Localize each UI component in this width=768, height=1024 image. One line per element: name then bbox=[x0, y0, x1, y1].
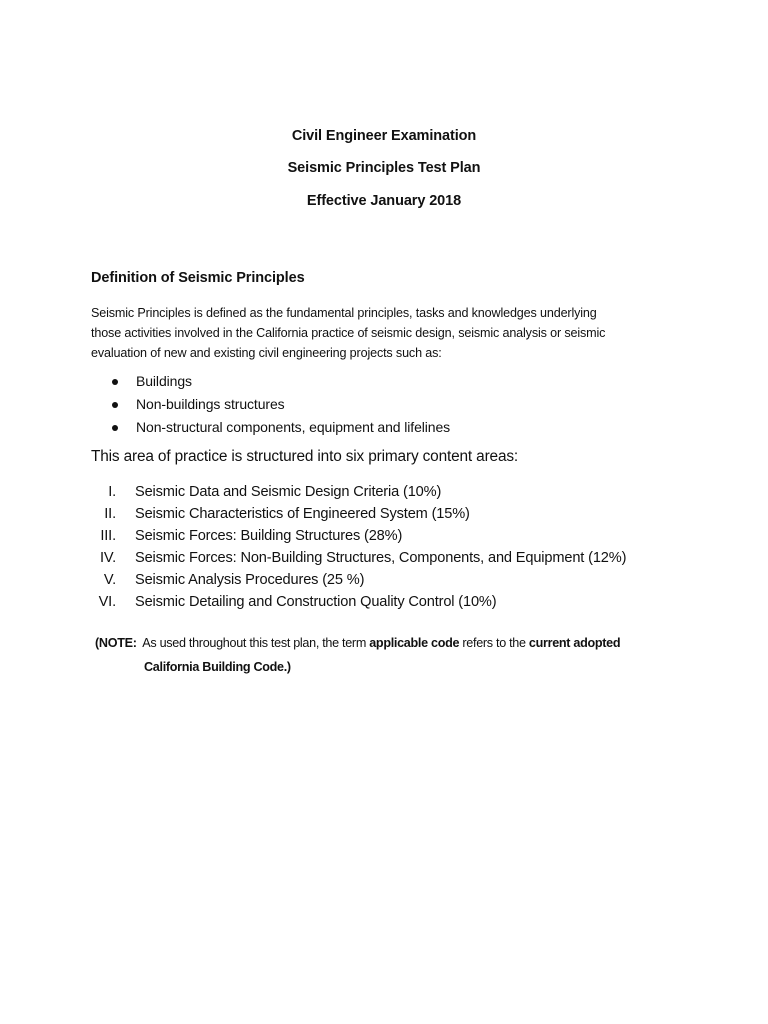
content-area-item bbox=[80, 569, 365, 591]
bullet-icon bbox=[112, 425, 118, 431]
roman-numeral: II. bbox=[104, 506, 116, 522]
roman-numeral: VI. bbox=[98, 594, 116, 610]
note-text: As used throughout this test plan, the term bbox=[136, 636, 370, 650]
content-area-list bbox=[80, 481, 627, 613]
roman-numeral: IV. bbox=[99, 550, 116, 566]
content-area-text: Seismic Data and Seismic Design Criteria (10%) bbox=[135, 484, 442, 500]
roman-numeral: III. bbox=[100, 528, 116, 544]
test-plan-title: Seismic Principles Test Plan bbox=[287, 160, 481, 176]
list-item bbox=[108, 393, 450, 416]
content-area-item bbox=[80, 503, 470, 525]
definition-heading: Definition of Seismic Principles bbox=[91, 270, 305, 286]
content-area-text: Seismic Characteristics of Engineered System (15%) bbox=[135, 506, 470, 522]
note-line-2 bbox=[95, 655, 715, 679]
content-area-item bbox=[80, 525, 403, 547]
bullet-icon bbox=[112, 402, 118, 408]
list-item-text: Non-buildings structures bbox=[136, 396, 285, 412]
project-type-list bbox=[108, 370, 450, 439]
content-area-text: Seismic Forces: Building Structures (28%) bbox=[135, 528, 403, 544]
note-bold-text: current adopted bbox=[528, 636, 621, 650]
list-item bbox=[108, 370, 450, 393]
content-area-item bbox=[80, 481, 442, 503]
note-bold-text: California Building Code.) bbox=[144, 660, 291, 674]
definition-line: those activities involved in the California practice of seismic design, seismic analysis or seismic bbox=[91, 326, 606, 340]
note-term: applicable code bbox=[369, 636, 460, 650]
roman-numeral: V. bbox=[103, 572, 116, 588]
definition-paragraph bbox=[91, 303, 691, 363]
note-label: NOTE: bbox=[98, 636, 137, 650]
list-item-text: Non-structural components, equipment and lifelines bbox=[136, 419, 451, 435]
content-area-item bbox=[80, 547, 627, 569]
list-item-text: Buildings bbox=[136, 373, 192, 389]
content-areas-intro: This area of practice is structured into six primary content areas: bbox=[91, 448, 519, 465]
list-item bbox=[108, 416, 450, 439]
roman-numeral: I. bbox=[108, 484, 116, 500]
content-area-text: Seismic Detailing and Construction Quality Control (10%) bbox=[135, 594, 497, 610]
note-text: refers to the bbox=[459, 636, 529, 650]
exam-title: Civil Engineer Examination bbox=[291, 128, 477, 144]
definition-line: Seismic Principles is defined as the fundamental principles, tasks and knowledges underlying bbox=[91, 306, 597, 320]
definition-line: evaluation of new and existing civil engineering projects such as: bbox=[91, 346, 442, 360]
note-paragraph bbox=[95, 631, 715, 679]
note-open-paren: ( bbox=[95, 636, 99, 650]
content-area-item bbox=[80, 591, 497, 613]
bullet-icon bbox=[112, 379, 118, 385]
content-area-text: Seismic Analysis Procedures (25 %) bbox=[135, 572, 365, 588]
effective-date: Effective January 2018 bbox=[306, 193, 462, 209]
content-area-text: Seismic Forces: Non-Building Structures, Components, and Equipment (12%) bbox=[135, 550, 627, 566]
